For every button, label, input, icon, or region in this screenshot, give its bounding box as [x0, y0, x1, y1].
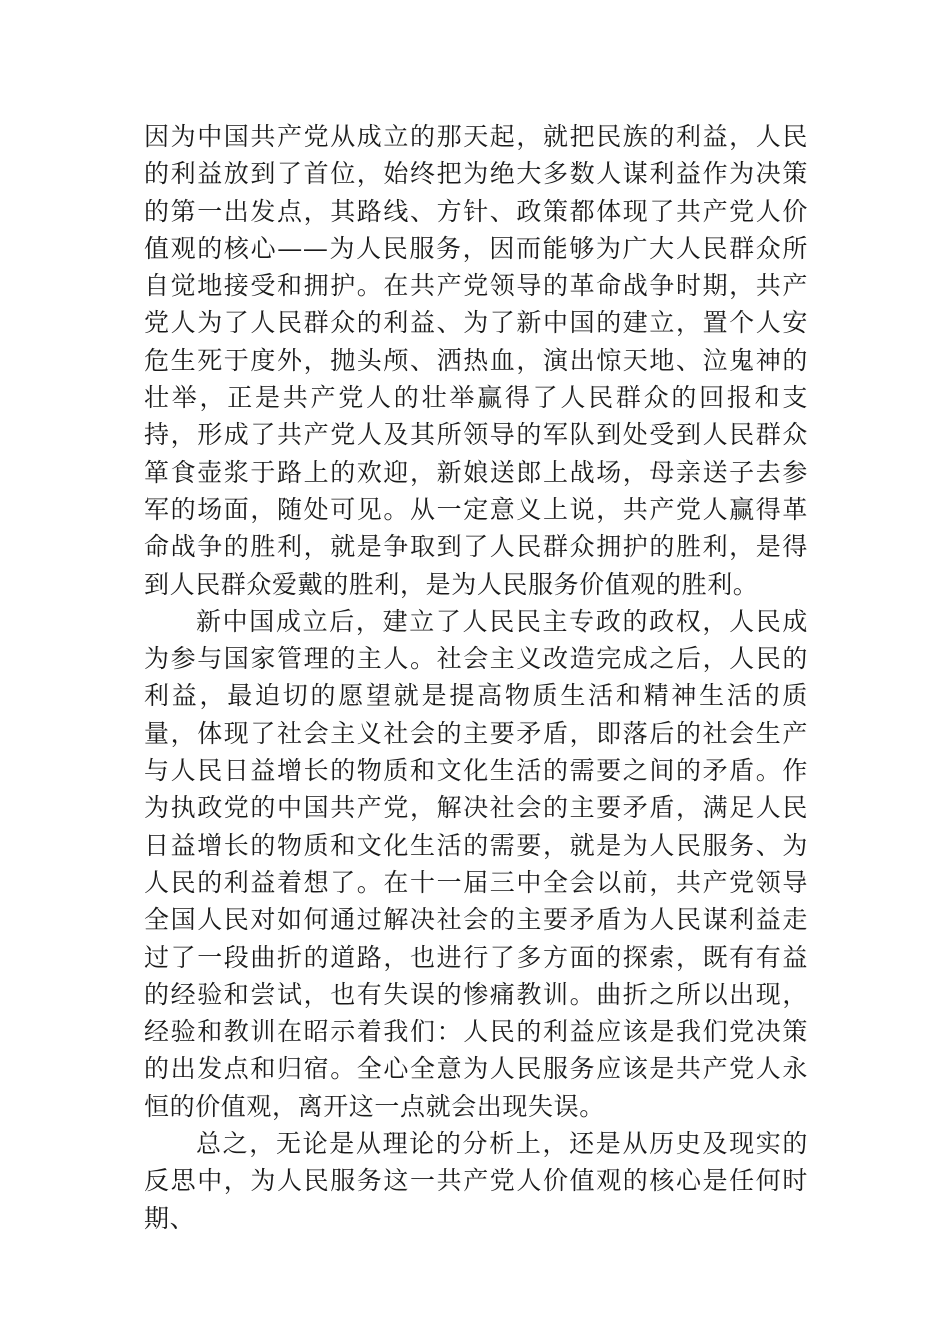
paragraph-2: 新中国成立后，建立了人民民主专政的政权，人民成为参与国家管理的主人。社会主义改造完成之后，人民的利益，最迫切的愿望就是提高物质生活和精神生活的质量，体现了社会主义社会的主要矛盾，即落后的社会生产与人民日益增长的物质和文化生活的需要之间的矛盾。作为执政党的中国共产党，解决社会的主要矛盾，满足人民日益增长的物质和文化生活的需要，就是为人民服务、为人民的利益着想了。在十一届三中全会以前，共产党领导全国人民对如何通过解决社会的主要矛盾为人民谋利益走过了一段曲折的道路，也进行了多方面的探索，既有有益的经验和尝试，也有失误的惨痛教训。曲折之所以出现，经验和教训在昭示着我们：人民的利益应该是我们党决策的出发点和归宿。全心全意为人民服务应该是共产党人永恒的价值观，离开这一点就会出现失误。	[144, 606, 808, 1121]
document-body	[144, 118, 808, 1237]
paragraph-1: 因为中国共产党从成立的那天起，就把民族的利益，人民的利益放到了首位，始终把为绝大多数人谋利益作为决策的第一出发点，其路线、方针、政策都体现了共产党人价值观的核心——为人民服务，因而能够为广大人民群众所自觉地接受和拥护。在共产党领导的革命战争时期，共产党人为了人民群众的利益、为了新中国的建立，置个人安危生死于度外，抛头颅、洒热血，演出惊天地、泣鬼神的壮举，正是共产党人的壮举赢得了人民群众的回报和支持，形成了共产党人及其所领导的军队到处受到人民群众箪食壶浆于路上的欢迎，新娘送郎上战场，母亲送子去参军的场面，随处可见。从一定意义上说，共产党人赢得革命战争的胜利，就是争取到了人民群众拥护的胜利，是得到人民群众爱戴的胜利，是为人民服务价值观的胜利。	[144, 122, 808, 599]
paragraph-3: 总之，无论是从理论的分析上，还是从历史及现实的反思中，为人民服务这一共产党人价值观的核心是任何时期、	[144, 1129, 808, 1233]
